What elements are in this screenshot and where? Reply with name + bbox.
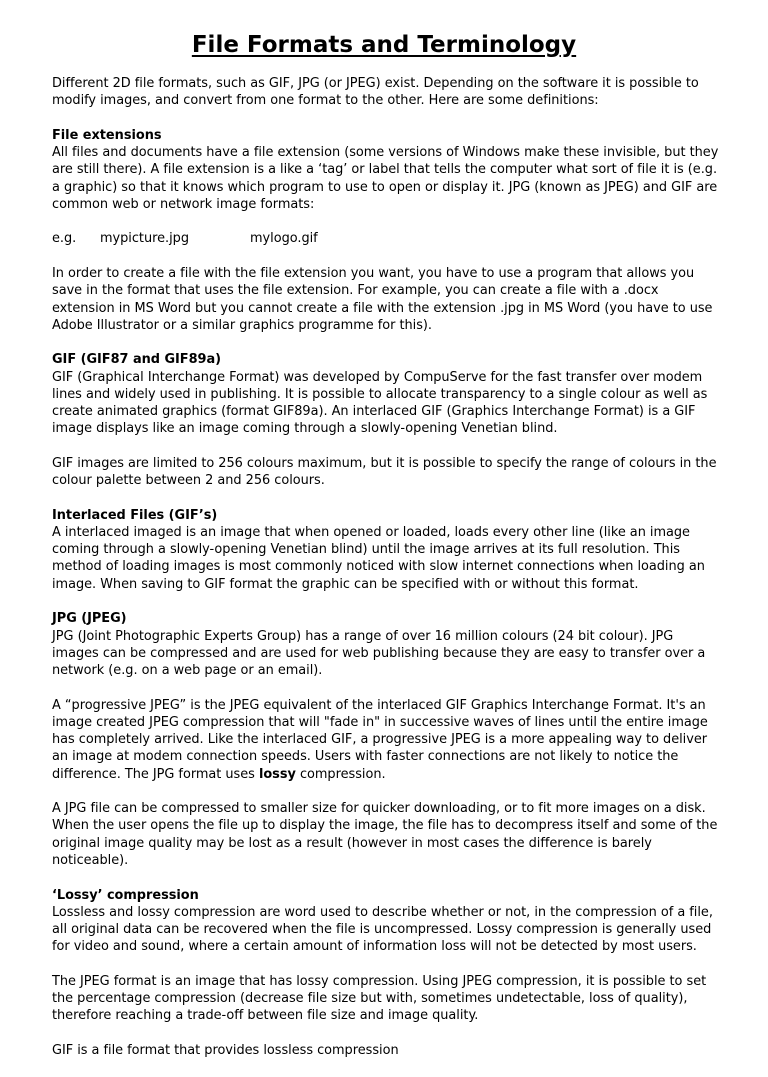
jpg-paragraph-2-text: A “progressive JPEG” is the JPEG equivalent of the interlaced GIF Graphics Interchange Format. It's an image created JPEG compression that will "fade in" in successive waves of lines until the entire image has completely arrived. Like the interlaced GIF, a progressive JPEG is a more appealing way to deliver an image at modem connection speeds. Users with faster connections are not likely to notice the difference. The JPG format uses — [52, 697, 708, 782]
section-file-extensions — [52, 127, 724, 213]
section-body: All files and documents have a file extension (some versions of Windows make these invisible, but they are still there). A file extension is a like a ‘tag’ or label that tells the computer what sort of file it is (e.g. a graphic) so that it knows which program to use to open or display it. JPG (known as JPEG) and GIF are common web or network image formats: — [52, 145, 719, 212]
section-heading: File extensions — [52, 127, 162, 143]
jpg-paragraph-2 — [52, 697, 724, 783]
section-interlaced — [52, 507, 724, 593]
example-filename-gif: mylogo.gif — [250, 231, 318, 247]
lossy-paragraph-3: GIF is a file format that provides lossless compression — [52, 1042, 399, 1058]
section-body: A interlaced imaged is an image that when opened or loaded, loads every other line (like an image coming through a slowly-opening Venetian blind) until the image arrives at its full resolution. This method of loading images is most commonly noticed with slow internet connections when loading an image. When saving to GIF format the graphic can be specified with or without this format. — [52, 525, 705, 592]
jpg-paragraph-2-end: compression. — [295, 766, 386, 782]
section-body: Lossless and lossy compression are word used to describe whether or not, in the compression of a file, all original data can be recovered when the file is uncompressed. Lossy compression is generally used for video and sound, where a certain amount of information loss will not be detected by most users. — [52, 904, 713, 955]
file-extensions-paragraph-2: In order to create a file with the file extension you want, you have to use a program that allows you save in the format that uses the file extension. For example, you can create a file with a .docx extension in MS Word but you cannot create a file with the extension .jpg in MS Word (you have to use Adobe Illustrator or a similar graphics programme for this). — [52, 266, 713, 333]
intro-paragraph: Different 2D file formats, such as GIF, JPG (or JPEG) exist. Depending on the software it is possible to modify images, and convert from one format to the other. Here are some definitions: — [52, 76, 699, 109]
section-gif — [52, 351, 724, 437]
lossy-paragraph-2: The JPEG format is an image that has lossy compression. Using JPEG compression, it is possible to set the percentage compression (decrease file size but with, sometimes undetectable, loss of quality), therefore reaching a trade-off between file size and image quality. — [52, 973, 707, 1024]
section-body: JPG (Joint Photographic Experts Group) has a range of over 16 million colours (24 bit colour). JPG images can be compressed and are used for web publishing because they are easy to transfer over a network (e.g. on a web page or an email). — [52, 628, 706, 678]
jpg-paragraph-3: A JPG file can be compressed to smaller size for quicker downloading, or to fit more images on a disk. When the user opens the file up to display the image, the file has to decompress itself and some of the original image quality may be lost as a result (however in most cases the difference is barely noticeable). — [52, 801, 718, 868]
page-title: File Formats and Terminology — [191, 32, 577, 58]
section-lossy — [52, 887, 724, 956]
section-heading: ‘Lossy’ compression — [52, 887, 199, 903]
section-heading: Interlaced Files (GIF’s) — [52, 507, 218, 523]
example-label: e.g. — [52, 231, 77, 247]
document-body — [52, 75, 724, 1077]
section-heading: JPG (JPEG) — [52, 611, 127, 627]
example-row — [52, 230, 724, 247]
lossy-emphasis: lossy — [258, 766, 296, 782]
gif-paragraph-2: GIF images are limited to 256 colours maximum, but it is possible to specify the range of colours in the colour palette between 2 and 256 colours. — [52, 455, 717, 489]
section-jpg — [52, 610, 724, 679]
section-body: GIF (Graphical Interchange Format) was developed by CompuServe for the fast transfer over modem lines and widely used in publishing. It is possible to allocate transparency to a single colour as well as create animated graphics (format GIF89a). An interlaced GIF (Graphics Interchange Format) is a GIF image displays like an image coming through a slowly-opening Venetian blind. — [52, 369, 708, 437]
section-heading: GIF (GIF87 and GIF89a) — [52, 352, 222, 368]
example-filename-jpg: mypicture.jpg — [100, 231, 189, 247]
